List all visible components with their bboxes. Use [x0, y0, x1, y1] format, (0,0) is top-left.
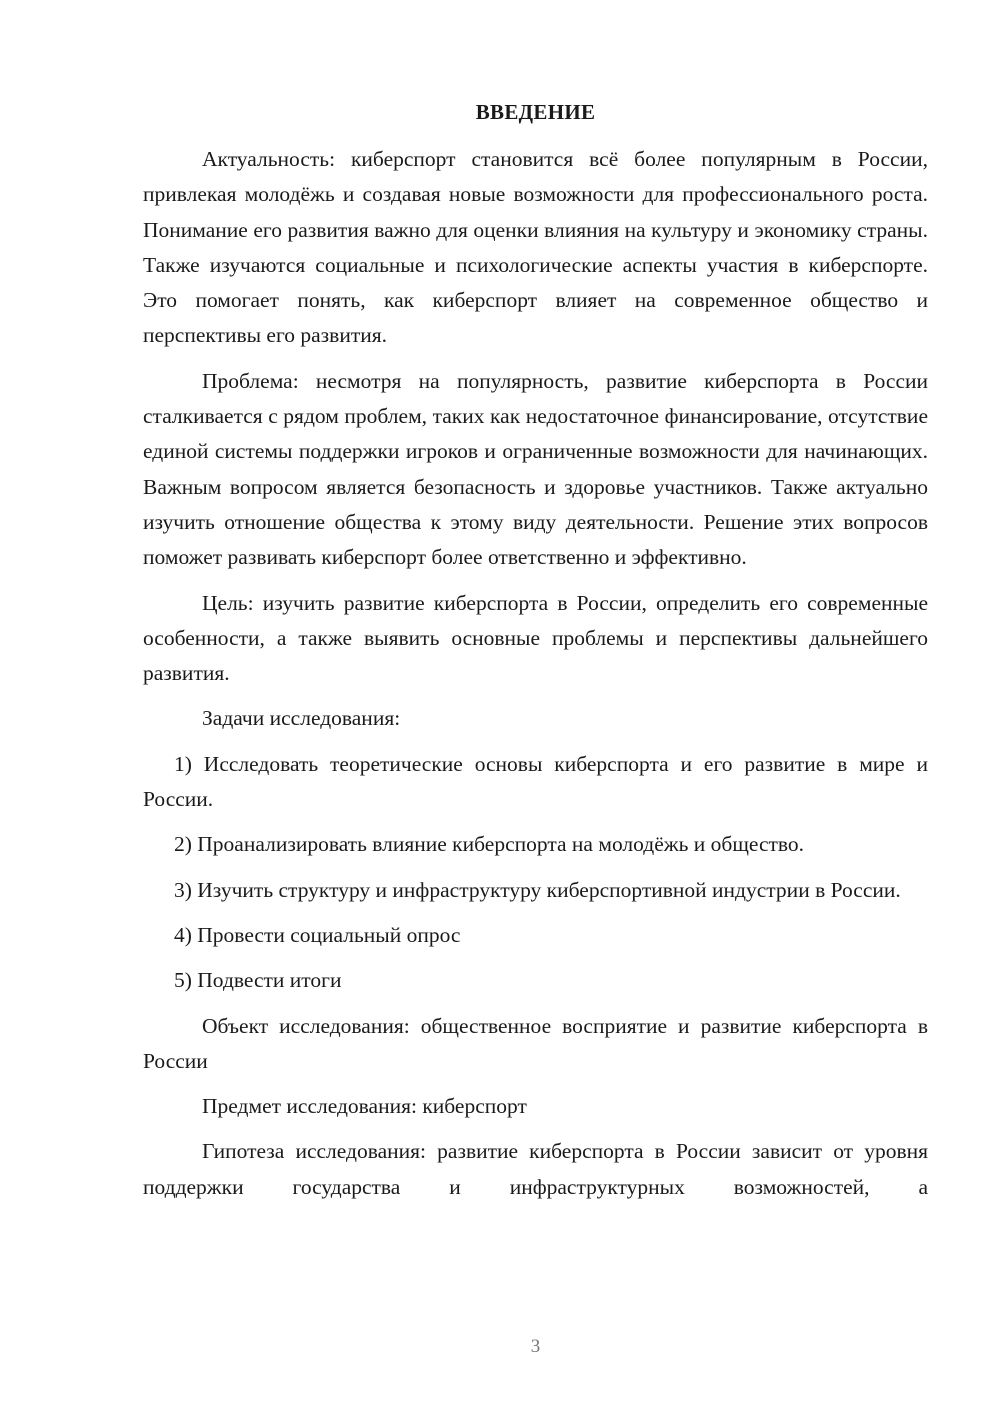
paragraph-relevance: Актуальность: киберспорт становится всё более популярным в России, привлекая молодёжь и создавая новые возможности для профессионального роста. Понимание его развития важно для оценки влияния на культуру и экономику страны. Также изучаются социальные и психологические аспекты участия в киберспорте. Это помогает понять, как киберспорт влияет на современное общество и перспективы его развития. [143, 147, 928, 348]
paragraph-subject: Предмет исследования: киберспорт [202, 1094, 527, 1119]
task-item-3: 3) Изучить структуру и инфраструктуру киберспортивной индустрии в России. [174, 877, 901, 902]
page-number: 3 [530, 1336, 541, 1357]
paragraph-goal: Цель: изучить развитие киберспорта в России, определить его современные особенности, а также выявить основные проблемы и перспективы дальнейшего развития. [143, 590, 928, 686]
paragraph-hypothesis: Гипотеза исследования: развитие киберспорта в России зависит от уровня поддержки государства и инфраструктурных возможностей, а [143, 1139, 928, 1199]
body-text [143, 142, 928, 1215]
task-item-1: 1) Исследовать теоретические основы киберспорта и его развитие в мире и России. [143, 751, 928, 812]
section-title: ВВЕДЕНИЕ [475, 100, 596, 124]
task-item-2: 2) Проанализировать влияние киберспорта на молодёжь и общество. [174, 832, 805, 857]
paragraph-tasks-heading: Задачи исследования: [202, 706, 401, 731]
task-item-4: 4) Провести социальный опрос [174, 922, 461, 947]
task-item-5: 5) Подвести итоги [174, 968, 342, 993]
paragraph-object: Объект исследования: общественное восприятие и развитие киберспорта в России [143, 1013, 928, 1073]
paragraph-problem: Проблема: несмотря на популярность, развитие киберспорта в России сталкивается с рядом проблем, таких как недостаточное финансирование, отсутствие единой системы поддержки игроков и ограниченные возможности для начинающих. Важным вопросом является безопасность и здоровье участников. Также актуально изучить отношение общества к этому виду деятельности. Решение этих вопросов поможет развивать киберспорт более ответственно и эффективно. [143, 368, 928, 570]
